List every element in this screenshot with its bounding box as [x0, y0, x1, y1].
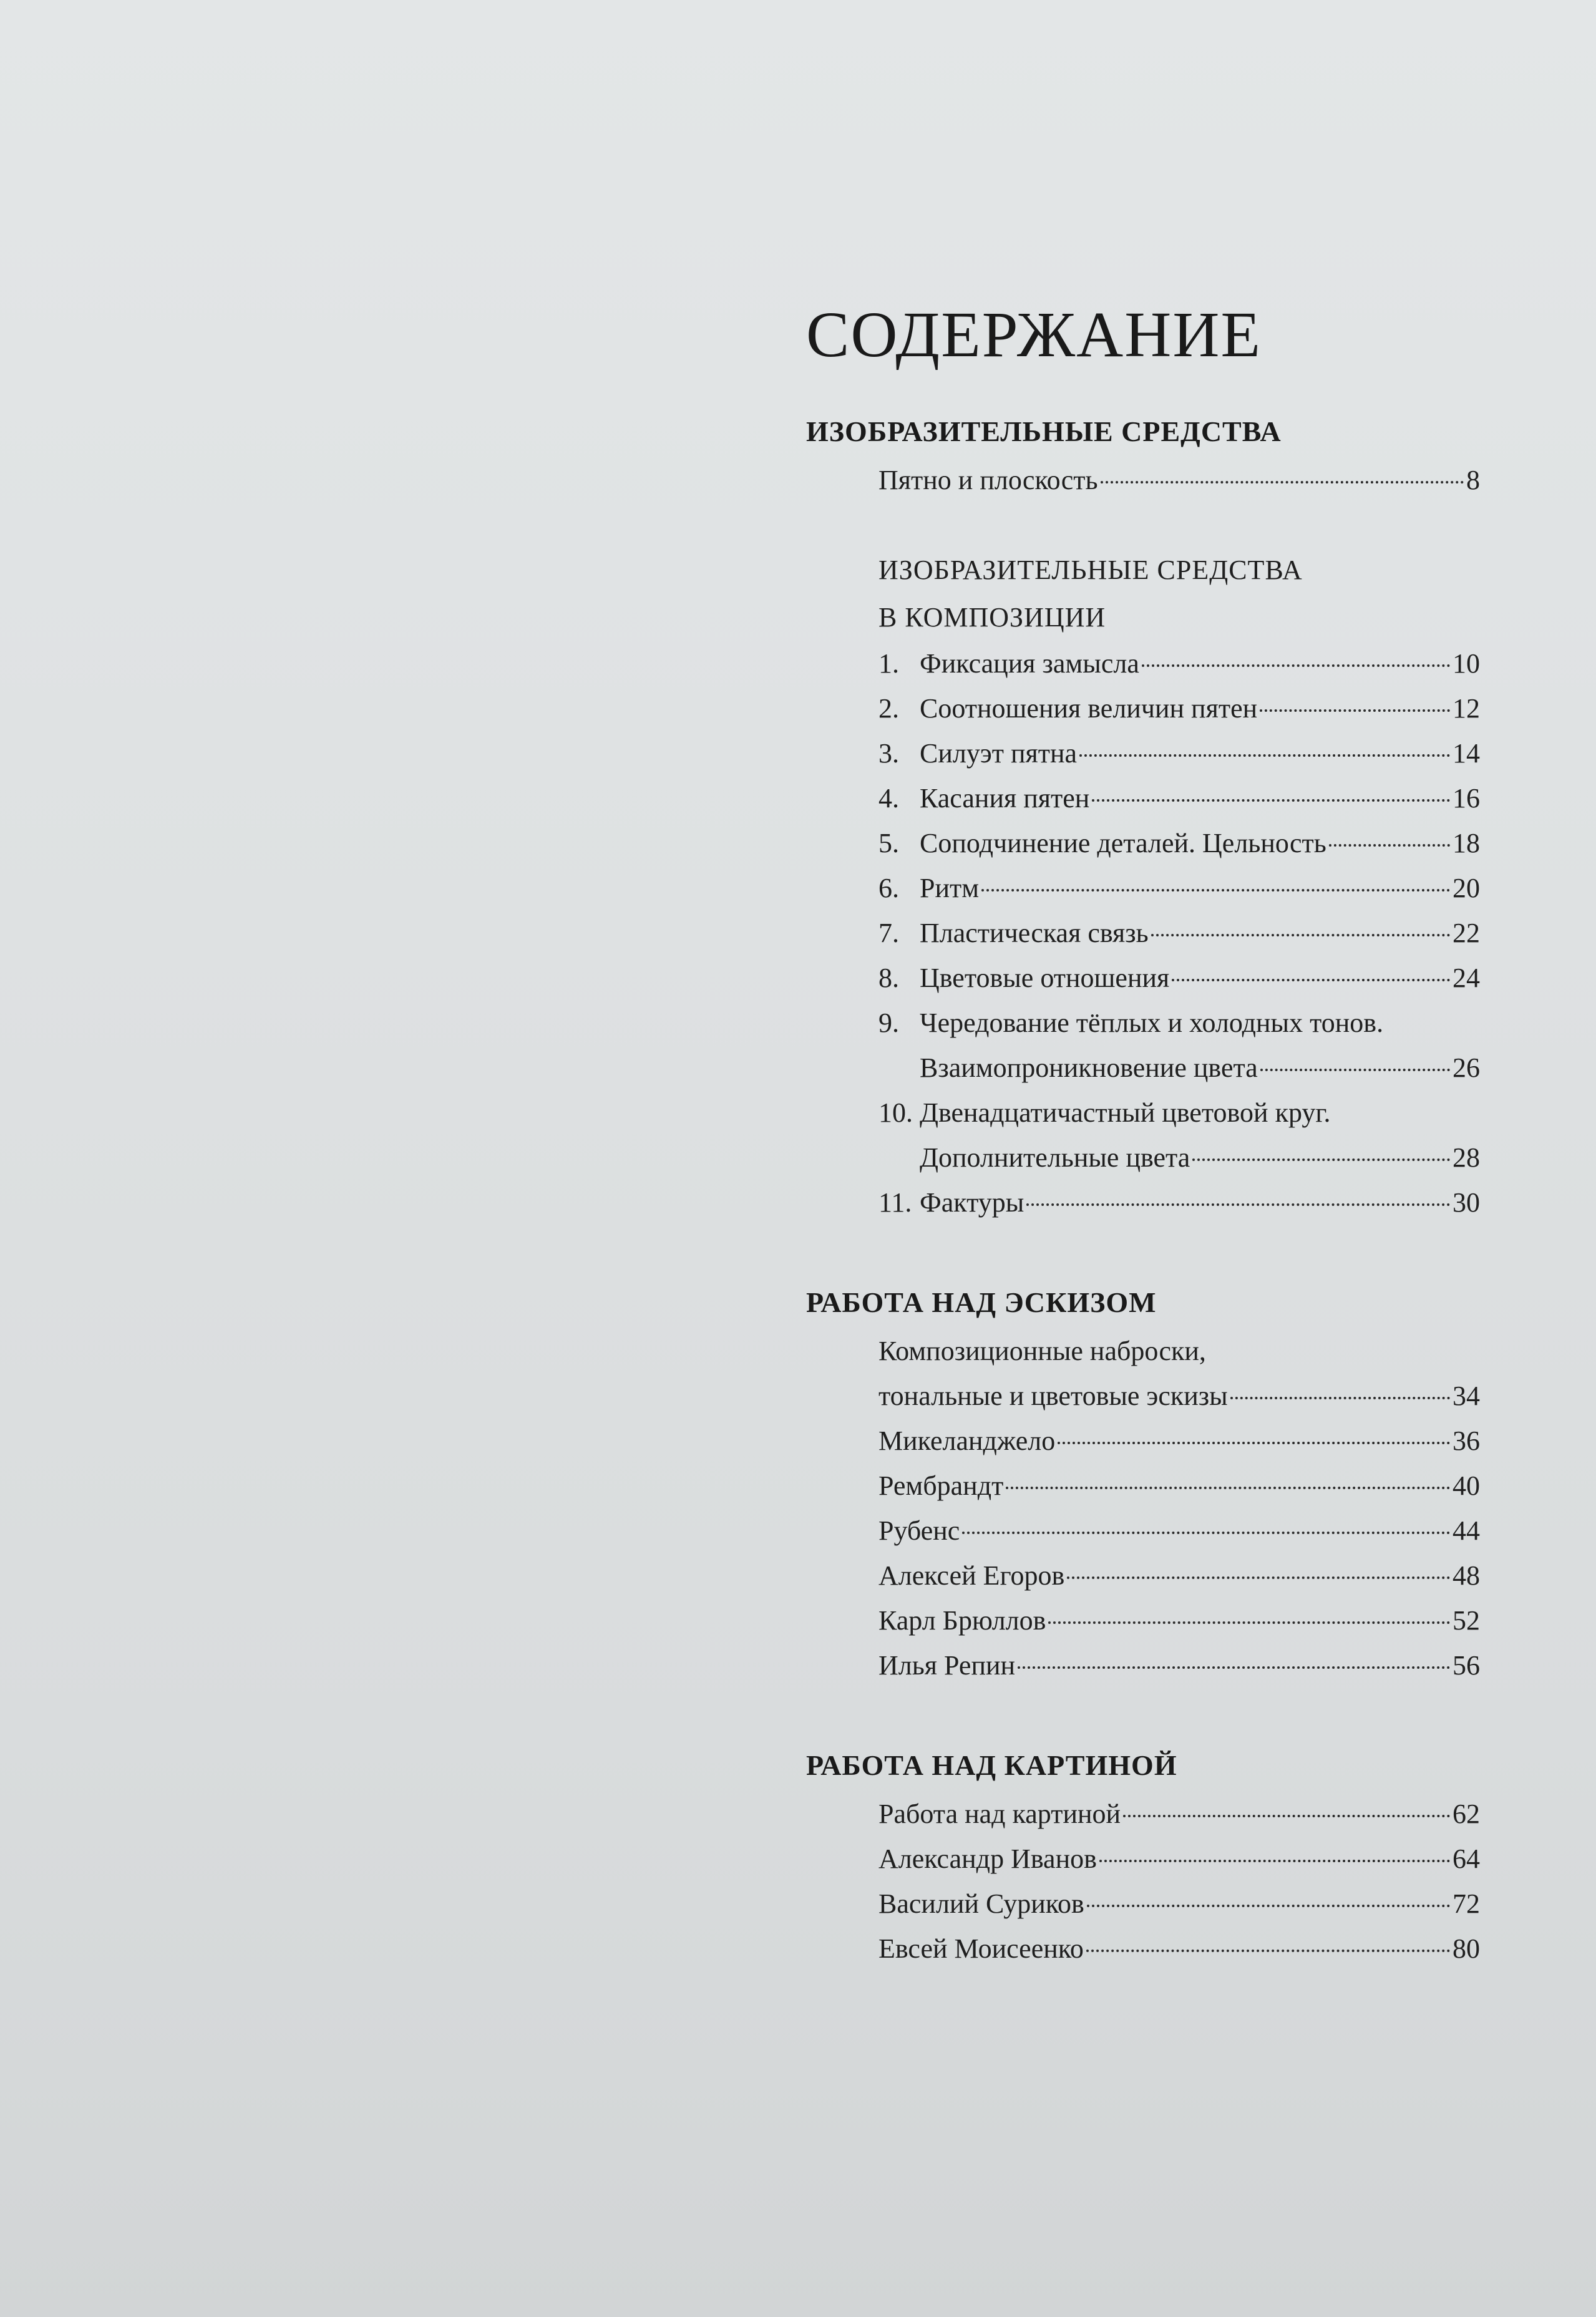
toc-entry[interactable]	[878, 1180, 1480, 1225]
section-painting-work	[806, 1748, 1480, 1971]
entry-page: 34	[1452, 1381, 1480, 1412]
dot-leader	[1048, 1621, 1450, 1624]
entry-page: 30	[1452, 1187, 1480, 1218]
entry-page: 18	[1452, 828, 1480, 859]
section-entries	[806, 1792, 1480, 1971]
entry-page: 80	[1452, 1933, 1480, 1965]
table-of-contents	[806, 299, 1480, 1971]
subsection-heading: В КОМПОЗИЦИИ	[878, 602, 1106, 633]
entry-title: Соподчинение деталей. Цельность	[920, 828, 1326, 859]
entry-page: 10	[1452, 648, 1480, 679]
entry-title-line1: Двенадцатичастный цветовой круг.	[920, 1097, 1331, 1129]
entry-title: Рубенс	[878, 1515, 960, 1547]
entry-page: 52	[1452, 1605, 1480, 1636]
entry-title: Рембрандт	[878, 1470, 1004, 1502]
dot-leader	[1329, 844, 1450, 847]
entry-page: 36	[1452, 1426, 1480, 1457]
entry-page: 12	[1452, 693, 1480, 724]
dot-leader	[1079, 754, 1450, 757]
toc-entry-line1[interactable]	[878, 1001, 1480, 1046]
toc-entry[interactable]	[878, 1553, 1480, 1598]
section-heading: ИЗОБРАЗИТЕЛЬНЫЕ СРЕДСТВА	[806, 415, 1282, 448]
entry-number: 7.	[878, 918, 899, 949]
entry-title: Евсей Моисеенко	[878, 1933, 1084, 1965]
dot-leader	[1099, 1860, 1450, 1862]
entry-title: Взаимопроникновение цвета	[920, 1052, 1258, 1084]
entry-number: 11.	[878, 1187, 912, 1218]
entry-title: Карл Брюллов	[878, 1605, 1046, 1636]
entry-title: Фактуры	[920, 1187, 1024, 1218]
toc-entry[interactable]	[878, 641, 1480, 686]
entry-page: 44	[1452, 1515, 1480, 1547]
entry-title: тональные и цветовые эскизы	[878, 1381, 1228, 1412]
toc-entry[interactable]	[878, 1374, 1480, 1419]
toc-entry[interactable]	[878, 776, 1480, 821]
dot-leader	[1142, 664, 1450, 667]
entry-title: Василий Суриков	[878, 1888, 1084, 1920]
dot-leader	[1192, 1158, 1450, 1161]
section-entries	[806, 1329, 1480, 1688]
dot-leader	[1260, 709, 1450, 712]
toc-entry[interactable]	[878, 821, 1480, 866]
entry-page: 64	[1452, 1843, 1480, 1875]
entry-number: 9.	[878, 1008, 899, 1039]
toc-entry[interactable]	[878, 1837, 1480, 1882]
entry-page: 22	[1452, 918, 1480, 949]
entry-title: Пластическая связь	[920, 918, 1149, 949]
toc-entry[interactable]	[878, 458, 1480, 503]
entry-page: 40	[1452, 1470, 1480, 1502]
dot-leader	[981, 889, 1450, 891]
entry-number: 6.	[878, 873, 899, 904]
entry-title: Дополнительные цвета	[920, 1142, 1190, 1173]
entry-page: 24	[1452, 963, 1480, 994]
toc-entry[interactable]	[878, 1135, 1480, 1180]
toc-entry[interactable]	[878, 1419, 1480, 1464]
dot-leader	[1058, 1442, 1450, 1444]
dot-leader	[1092, 799, 1450, 802]
entry-number: 4.	[878, 783, 899, 814]
toc-entry[interactable]	[878, 1464, 1480, 1508]
toc-entry[interactable]	[878, 866, 1480, 911]
dot-leader	[1151, 934, 1450, 936]
entry-page: 20	[1452, 873, 1480, 904]
toc-entry[interactable]	[878, 1792, 1480, 1837]
toc-entry[interactable]	[878, 1643, 1480, 1688]
entry-number: 8.	[878, 963, 899, 994]
dot-leader	[1006, 1487, 1450, 1489]
entry-title: Пятно и плоскость	[878, 465, 1098, 496]
entry-page: 8	[1466, 465, 1480, 496]
dot-leader	[1123, 1815, 1450, 1817]
entry-number: 2.	[878, 693, 899, 724]
toc-entry[interactable]	[878, 911, 1480, 956]
dot-leader	[962, 1532, 1450, 1534]
toc-entry[interactable]	[878, 956, 1480, 1001]
entry-title: Цветовые отношения	[920, 963, 1170, 994]
entry-page: 26	[1452, 1052, 1480, 1084]
entry-title: Силуэт пятна	[920, 738, 1078, 769]
entry-page: 16	[1452, 783, 1480, 814]
dot-leader	[1087, 1905, 1450, 1907]
entry-number: 1.	[878, 648, 899, 679]
dot-leader	[1026, 1203, 1450, 1206]
entry-page: 72	[1452, 1888, 1480, 1920]
dot-leader	[1260, 1069, 1450, 1071]
dot-leader	[1067, 1576, 1450, 1579]
toc-entry-line1[interactable]	[878, 1090, 1480, 1135]
dot-leader	[1230, 1397, 1450, 1399]
toc-entry[interactable]	[878, 1508, 1480, 1553]
toc-entry[interactable]	[878, 731, 1480, 776]
entry-title: Алексей Егоров	[878, 1560, 1065, 1591]
subsection-heading: ИЗОБРАЗИТЕЛЬНЫЕ СРЕДСТВА	[878, 555, 1303, 586]
entry-title: Ритм	[920, 873, 980, 904]
dot-leader	[1172, 979, 1450, 981]
toc-entry[interactable]	[878, 686, 1480, 731]
entry-title: Микеланджело	[878, 1426, 1056, 1457]
dot-leader	[1086, 1950, 1450, 1952]
entry-page: 56	[1452, 1650, 1480, 1681]
section-heading: РАБОТА НАД ЭСКИЗОМ	[806, 1286, 1157, 1319]
toc-entry[interactable]	[878, 1598, 1480, 1643]
toc-entry[interactable]	[878, 1046, 1480, 1090]
toc-entry[interactable]	[878, 1926, 1480, 1971]
entry-title: Касания пятен	[920, 783, 1090, 814]
entry-title: Илья Репин	[878, 1650, 1016, 1681]
entry-title: Соотношения величин пятен	[920, 693, 1258, 724]
section-visual-means	[806, 414, 1480, 1225]
section-sketch-work	[806, 1285, 1480, 1688]
toc-entry[interactable]	[878, 1882, 1480, 1926]
entry-page: 62	[1452, 1799, 1480, 1830]
entry-page: 14	[1452, 738, 1480, 769]
entry-title: Александр Иванов	[878, 1843, 1097, 1875]
entry-title-line1: Композиционные наброски,	[878, 1336, 1206, 1367]
entry-title: Фиксация замысла	[920, 648, 1139, 679]
section-entries	[806, 458, 1480, 1225]
entry-page: 48	[1452, 1560, 1480, 1591]
entry-number: 10.	[878, 1097, 913, 1129]
entry-title-line1: Чередование тёплых и холодных тонов.	[920, 1008, 1384, 1039]
dot-leader	[1101, 481, 1464, 483]
page-title: СОДЕРЖАНИЕ	[806, 299, 1262, 371]
entry-page: 28	[1452, 1142, 1480, 1173]
section-heading: РАБОТА НАД КАРТИНОЙ	[806, 1749, 1177, 1782]
entry-title: Работа над картиной	[878, 1799, 1121, 1830]
dot-leader	[1018, 1666, 1450, 1669]
entry-number: 5.	[878, 828, 899, 859]
entry-number: 3.	[878, 738, 899, 769]
